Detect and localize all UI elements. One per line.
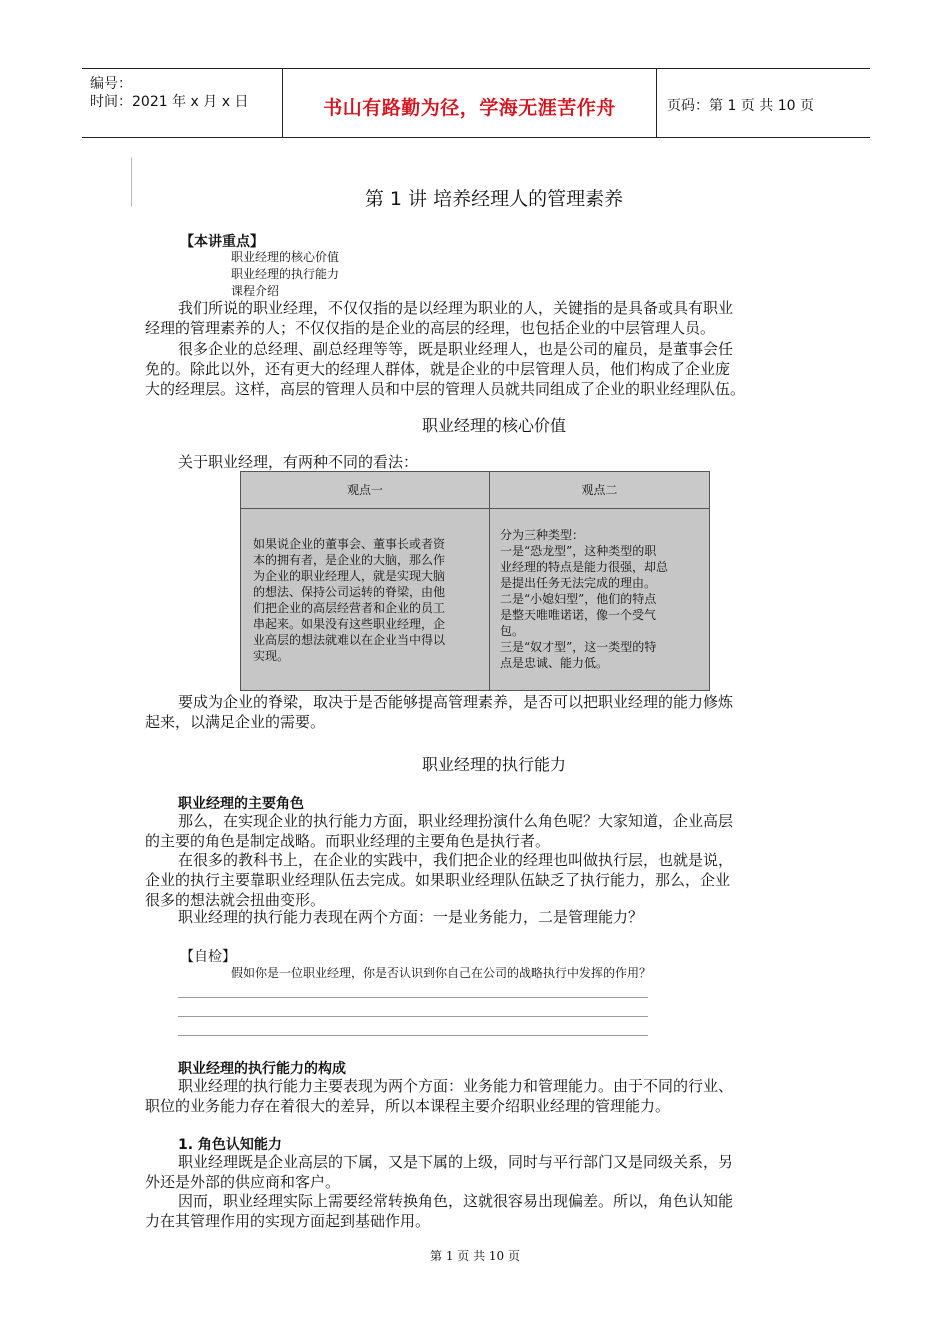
text-line: 为企业的职业经理人，就是实现大脑 [253, 569, 446, 583]
role-paragraph [145, 907, 810, 927]
text-line: 如果说企业的董事会、董事长或者资 [253, 537, 446, 551]
viewpoint-table [240, 471, 710, 691]
self-check-question: 假如你是一位职业经理，你是否认识到你自己在公司的战略执行中发挥的作用？ [231, 966, 652, 980]
text-line: 力在其管理作用的实现方面起到基础作用。 [145, 1212, 431, 1230]
text-line: 是提出任务无法完成的理由。 [500, 576, 657, 590]
text-line: 三是“奴才型”，这一类型的特 [500, 640, 657, 654]
key-point-item: 职业经理的执行能力 [231, 267, 340, 281]
intro-paragraph [145, 298, 810, 338]
header-page-number: 页码：第 1 页 共 10 页 [667, 98, 814, 114]
text-line: 二是“小媳妇型”，他们的特点 [500, 592, 657, 606]
answer-line[interactable] [178, 1016, 648, 1017]
section-heading-execution: 职业经理的执行能力 [421, 755, 566, 774]
section1-closing-paragraph [145, 692, 810, 732]
section-heading-core-value: 职业经理的核心价值 [421, 416, 566, 435]
text-line: 因而，职业经理实际上需要经常转换角色，这就很容易出现偏差。所以，角色认知能 [178, 1192, 734, 1210]
page-header [82, 68, 870, 138]
header-motto: 书山有路勤为径，学海无涯苦作舟 [323, 97, 616, 119]
header-page-cell [657, 69, 870, 137]
text-line: 免的。除此以外，还有更大的经理人群体，就是企业的中层管理人员，他们构成了企业庞 [145, 360, 731, 378]
text-line: 串起来。如果没有这些职业经理，企 [253, 617, 446, 631]
text-line: 企业的执行主要靠职业经理队伍去完成。如果职业经理队伍缺乏了执行能力，那么，企业 [145, 871, 731, 889]
text-line: 们把企业的高层经营者和企业的员工 [253, 601, 446, 615]
role-cognition-paragraph [145, 1191, 810, 1231]
self-check-heading: 【自检】 [180, 949, 236, 965]
table-header-viewpoint-1: 观点一 [241, 472, 489, 509]
text-line: 关于职业经理，有两种不同的看法： [178, 453, 419, 471]
key-point-item: 课程介绍 [231, 284, 280, 298]
table-lead [145, 452, 810, 472]
text-line: 要成为企业的脊梁，取决于是否能够提高管理素养，是否可以把职业经理的能力修炼 [178, 693, 734, 711]
text-line: 很多企业的总经理、副总经理等等，既是职业经理人，也是公司的雇员，是董事会任 [178, 340, 734, 358]
table-column-divider [489, 472, 490, 690]
document-number-label: 编号： [90, 76, 132, 92]
text-line: 是整天唯唯诺诺，像一个受气 [500, 608, 657, 622]
text-line: 本的拥有者，是企业的大脑，那么作 [253, 553, 446, 567]
text-line: 职位的业务能力存在着很大的差异，所以本课程主要介绍职业经理的管理能力。 [145, 1097, 671, 1115]
page-footer: 第 1 页 共 10 页 [430, 1249, 520, 1263]
key-points-heading: 【本讲重点】 [180, 234, 264, 250]
text-line: 的想法、保持公司运转的脊梁，由他 [253, 585, 446, 599]
text-line: 业经理的特点是能力很强，却总 [500, 560, 669, 574]
text-line: 职业经理既是企业高层的下属，又是下属的上级，同时与平行部门又是同级关系，另 [178, 1153, 734, 1171]
header-meta-cell [82, 69, 283, 137]
text-line: 分为三种类型： [500, 528, 585, 542]
subheading-composition: 职业经理的执行能力的构成 [178, 1061, 346, 1077]
role-cognition-paragraph [145, 1152, 810, 1192]
text-line: 起来，以满足企业的需要。 [145, 713, 326, 731]
text-line: 我们所说的职业经理，不仅仅指的是以经理为职业的人，关键指的是具备或具有职业 [178, 299, 734, 317]
document-date-label: 时间：2021 年 x 月 x 日 [90, 94, 249, 110]
text-line: 的主要的角色是制定战略。而职业经理的主要角色是执行者。 [145, 832, 551, 850]
answer-line[interactable] [178, 1035, 648, 1036]
text-line: 包。 [500, 624, 525, 638]
subheading-main-role: 职业经理的主要角色 [178, 796, 304, 812]
text-line: 大的经理层。这样，高层的管理人员和中层的管理人员就共同组成了企业的职业经理队伍。 [145, 380, 746, 398]
role-paragraph [145, 811, 810, 851]
table-cell-viewpoint-1 [241, 509, 489, 690]
lecture-title: 第 1 讲 培养经理人的管理素养 [364, 188, 624, 210]
text-line: 很多的想法就会扭曲变形。 [145, 891, 326, 909]
text-line: 实现。 [253, 649, 290, 663]
intro-paragraph [145, 339, 810, 399]
text-line: 业高层的想法就难以在企业当中得以 [253, 633, 446, 647]
table-header-viewpoint-2: 观点二 [490, 472, 709, 509]
text-line: 外还是外部的供应商和客户。 [145, 1173, 341, 1191]
key-point-item: 职业经理的核心价值 [231, 250, 340, 264]
text-line: 职业经理的执行能力主要表现为两个方面：业务能力和管理能力。由于不同的行业、 [178, 1077, 734, 1095]
text-line: 那么，在实现企业的执行能力方面，职业经理扮演什么角色呢？大家知道，企业高层 [178, 812, 734, 830]
text-line: 职业经理的执行能力表现在两个方面：一是业务能力，二是管理能力？ [178, 908, 644, 926]
subheading-role-cognition: 1. 角色认知能力 [178, 1137, 282, 1153]
table-cell-viewpoint-2 [490, 509, 709, 690]
header-motto-cell [283, 69, 657, 137]
text-line: 一是“恐龙型”，这种类型的职 [500, 544, 657, 558]
answer-line[interactable] [178, 997, 648, 998]
text-line: 在很多的教科书上，在企业的实践中，我们把企业的经理也叫做执行层，也就是说， [178, 851, 734, 869]
text-line: 经理的管理素养的人；不仅仅指的是企业的高层的经理，也包括企业的中层管理人员。 [145, 319, 716, 337]
text-line: 点是忠诚、能力低。 [500, 656, 609, 670]
role-paragraph [145, 850, 810, 910]
composition-paragraph [145, 1076, 810, 1116]
